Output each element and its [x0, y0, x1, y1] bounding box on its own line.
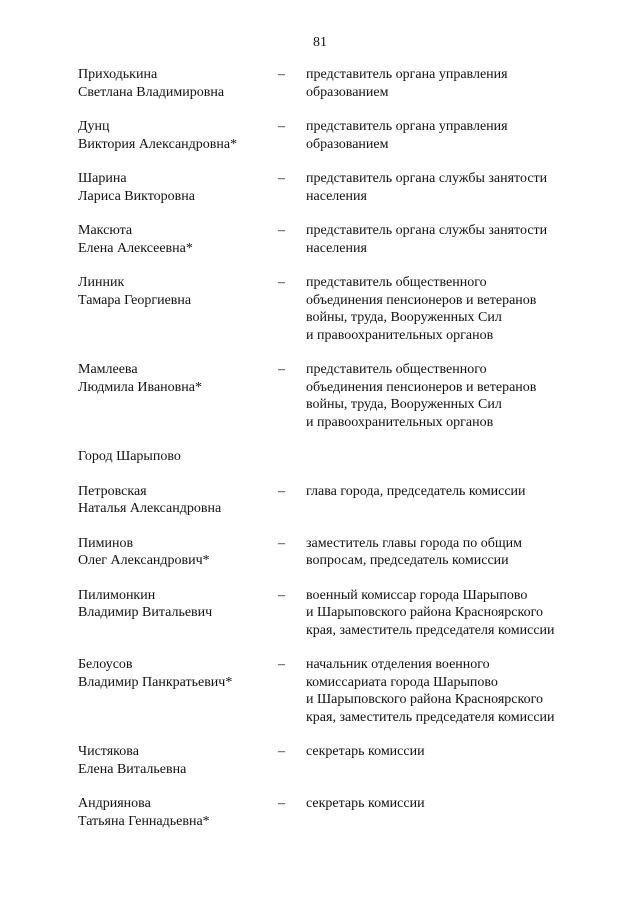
member-name: [78, 118, 278, 153]
role-line: и правоохранительных органов: [306, 327, 494, 343]
role-line: населения: [306, 240, 367, 256]
member-role: [306, 535, 598, 570]
role-line: представитель органа управления: [306, 119, 508, 134]
member-name: [78, 222, 278, 257]
surname: Петровская: [78, 483, 147, 499]
member-role: [306, 222, 598, 257]
given-names: Тамара Георгиевна: [78, 292, 192, 308]
dash: –: [278, 796, 285, 811]
list-item: [78, 587, 598, 640]
role-line: представитель органа службы занятости: [306, 171, 548, 186]
role-line: представитель органа управления: [306, 67, 508, 82]
list-item: [78, 483, 598, 518]
dash: –: [278, 223, 285, 238]
member-role: [306, 118, 598, 153]
dash: –: [278, 535, 285, 551]
member-name: [78, 795, 278, 830]
role-line: образованием: [306, 84, 389, 100]
list-item: [78, 656, 598, 726]
given-names: Владимир Панкратьевич*: [78, 674, 233, 690]
given-names: Виктория Александровна*: [78, 136, 238, 152]
dash: –: [278, 119, 285, 134]
given-names: Олег Александрович*: [78, 553, 210, 568]
given-names: Елена Алексеевна*: [78, 240, 193, 256]
member-name: [78, 743, 278, 778]
member-role: [306, 656, 598, 726]
surname: Белоусов: [78, 657, 133, 672]
dash: –: [278, 657, 285, 672]
role-line: образованием: [306, 136, 389, 152]
role-line: начальник отделения военного: [306, 657, 490, 672]
member-role: [306, 66, 598, 101]
member-name: [78, 66, 278, 101]
list-item: [78, 795, 598, 830]
role-line: войны, труда, Вооруженных Сил: [306, 310, 502, 325]
surname: Пиминов: [78, 535, 134, 551]
role-line: представитель органа службы занятости: [306, 223, 548, 238]
given-names: Наталья Александровна: [78, 501, 222, 516]
surname: Чистякова: [78, 744, 139, 759]
dash: –: [278, 483, 285, 499]
member-role: [306, 483, 598, 518]
role-line: комиссариата города Шарыпово: [306, 674, 498, 690]
member-name: [78, 170, 278, 205]
list-item: [78, 274, 598, 344]
surname: Максюта: [78, 223, 133, 238]
surname: Андриянова: [78, 796, 151, 811]
given-names: Людмила Ивановна*: [78, 379, 202, 395]
role-line: войны, труда, Вооруженных Сил: [306, 397, 502, 412]
surname: Мамлеева: [78, 362, 138, 377]
given-names: Светлана Владимировна: [78, 84, 225, 100]
given-names: Татьяна Геннадьевна*: [78, 813, 210, 829]
member-name: [78, 483, 278, 518]
surname: Приходькина: [78, 67, 158, 82]
member-role: [306, 795, 598, 830]
role-line: объединения пенсионеров и ветеранов: [306, 379, 537, 395]
list-item: [78, 170, 598, 205]
member-role: [306, 361, 598, 431]
role-line: края, заместитель председателя комиссии: [306, 622, 555, 638]
given-names: Елена Витальевна: [78, 761, 187, 777]
role-line: и Шарыповского района Красноярского: [306, 692, 543, 707]
list-item: [78, 361, 598, 431]
dash: –: [278, 171, 285, 186]
page-number: 81: [313, 35, 327, 50]
role-line: секретарь комиссии: [306, 796, 425, 811]
member-role: [306, 743, 598, 778]
list-item: [78, 743, 598, 778]
role-line: секретарь комиссии: [306, 744, 425, 759]
member-role: [306, 587, 598, 640]
dash: –: [278, 587, 285, 603]
list-item: [78, 535, 598, 570]
member-role: [306, 274, 598, 344]
role-line: населения: [306, 188, 367, 204]
role-line: представитель общественного: [306, 362, 487, 377]
section-heading: Город Шарыпово: [78, 449, 181, 464]
member-name: [78, 274, 278, 344]
role-line: объединения пенсионеров и ветеранов: [306, 292, 537, 308]
dash: –: [278, 275, 285, 290]
role-line: заместитель главы города по общим: [306, 535, 523, 551]
dash: –: [278, 744, 285, 759]
surname: Шарина: [78, 171, 127, 186]
dash: –: [278, 362, 285, 377]
commission-list: [78, 66, 598, 830]
member-name: [78, 361, 278, 431]
role-line: вопросам, председатель комиссии: [306, 553, 509, 568]
list-item: [78, 222, 598, 257]
role-line: и Шарыповского района Красноярского: [306, 605, 543, 620]
dash: –: [278, 67, 285, 82]
surname: Дунц: [78, 119, 110, 134]
member-name: [78, 535, 278, 570]
surname: Пилимонкин: [78, 587, 156, 603]
role-line: края, заместитель председателя комиссии: [306, 709, 555, 725]
member-name: [78, 656, 278, 726]
role-line: представитель общественного: [306, 275, 487, 290]
given-names: Владимир Витальевич: [78, 605, 213, 620]
member-name: [78, 587, 278, 640]
role-line: военный комиссар города Шарыпово: [306, 587, 528, 603]
list-item: [78, 118, 598, 153]
list-item: [78, 66, 598, 101]
role-line: и правоохранительных органов: [306, 414, 494, 430]
member-role: [306, 170, 598, 205]
given-names: Лариса Викторовна: [78, 188, 195, 204]
role-line: глава города, председатель комиссии: [306, 483, 526, 499]
surname: Линник: [78, 275, 125, 290]
